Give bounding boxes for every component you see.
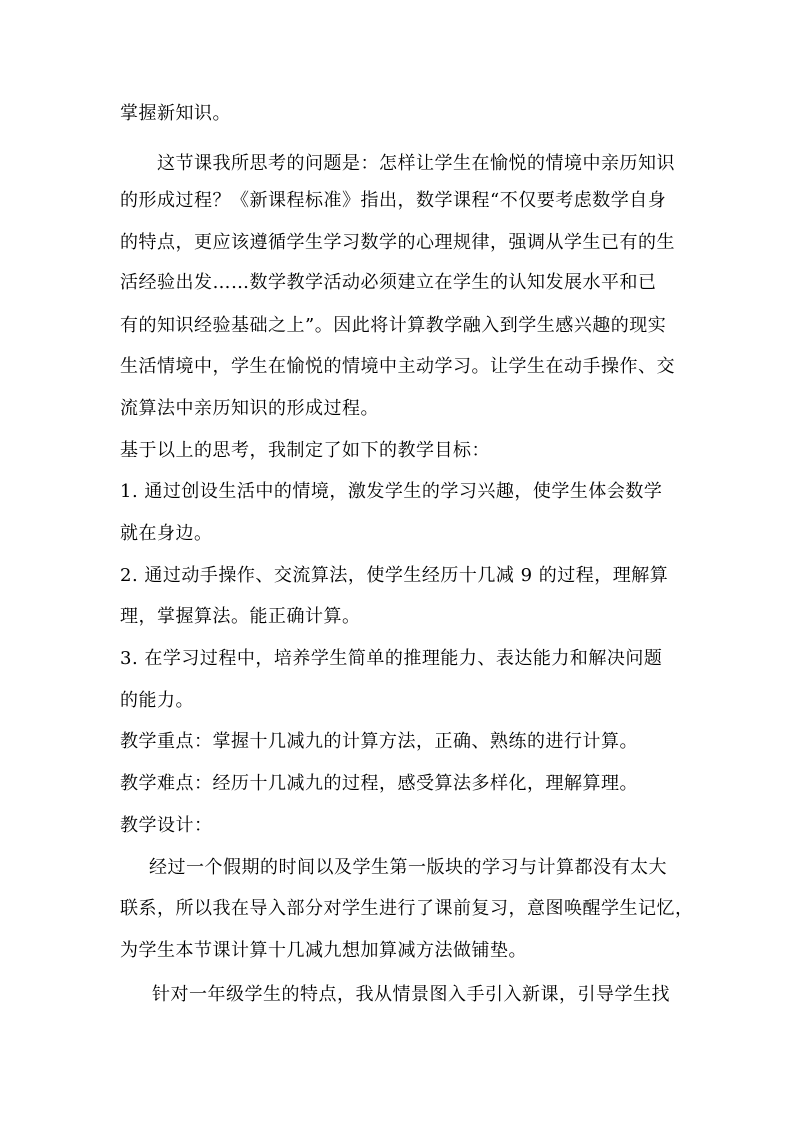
- paragraph-line: 的特点，更应该遵循学生学习数学的心理规律，强调从学生已有的生: [120, 232, 675, 253]
- list-item-line: 3. 在学习过程中，培养学生简单的推理能力、表达能力和解决问题: [120, 648, 663, 669]
- list-item-line: 2. 通过动手操作、交流算法，使学生经历十几减 9 的过程，理解算: [120, 565, 669, 586]
- section-heading: 教学设计：: [120, 815, 213, 836]
- paragraph-line: 掌握新知识。: [120, 103, 231, 124]
- list-item-line: 理，掌握算法。能正确计算。: [120, 606, 361, 627]
- list-item-line: 1. 通过创设生活中的情境，激发学生的学习兴趣，使学生体会数学: [120, 481, 663, 502]
- paragraph-line: 针对一年级学生的特点，我从情景图入手引入新课，引导学生找: [152, 984, 670, 1005]
- paragraph-line: 有的知识经验基础之上”。因此将计算教学融入到学生感兴趣的现实: [120, 315, 667, 336]
- paragraph-line: 教学难点：经历十几减九的过程，感受算法多样化，理解算理。: [120, 773, 638, 794]
- paragraph-line: 流算法中亲历知识的形成过程。: [120, 398, 379, 419]
- paragraph-line: 为学生本节课计算十几减九想加算减方法做铺垫。: [120, 940, 527, 961]
- paragraph-line: 这节课我所思考的问题是：怎样让学生在愉悦的情境中亲历知识: [157, 153, 675, 174]
- list-item-line: 就在身边。: [120, 523, 213, 544]
- paragraph-line: 经过一个假期的时间以及学生第一版块的学习与计算都没有太大: [149, 857, 667, 878]
- paragraph-line: 生活情境中，学生在愉悦的情境中主动学习。让学生在动手操作、交: [120, 356, 675, 377]
- paragraph-line: 的形成过程？《新课程标准》指出，数学课程“不仅要考虑数学自身: [120, 190, 667, 211]
- paragraph-line: 联系，所以我在导入部分对学生进行了课前复习，意图唤醒学生记忆，: [120, 898, 694, 919]
- paragraph-line: 活经验出发……数学教学活动必须建立在学生的认知发展水平和已: [120, 272, 657, 293]
- list-item-line: 的能力。: [120, 690, 194, 711]
- paragraph-line: 教学重点：掌握十几减九的计算方法，正确、熟练的进行计算。: [120, 731, 638, 752]
- paragraph-line: 基于以上的思考，我制定了如下的教学目标：: [120, 440, 490, 461]
